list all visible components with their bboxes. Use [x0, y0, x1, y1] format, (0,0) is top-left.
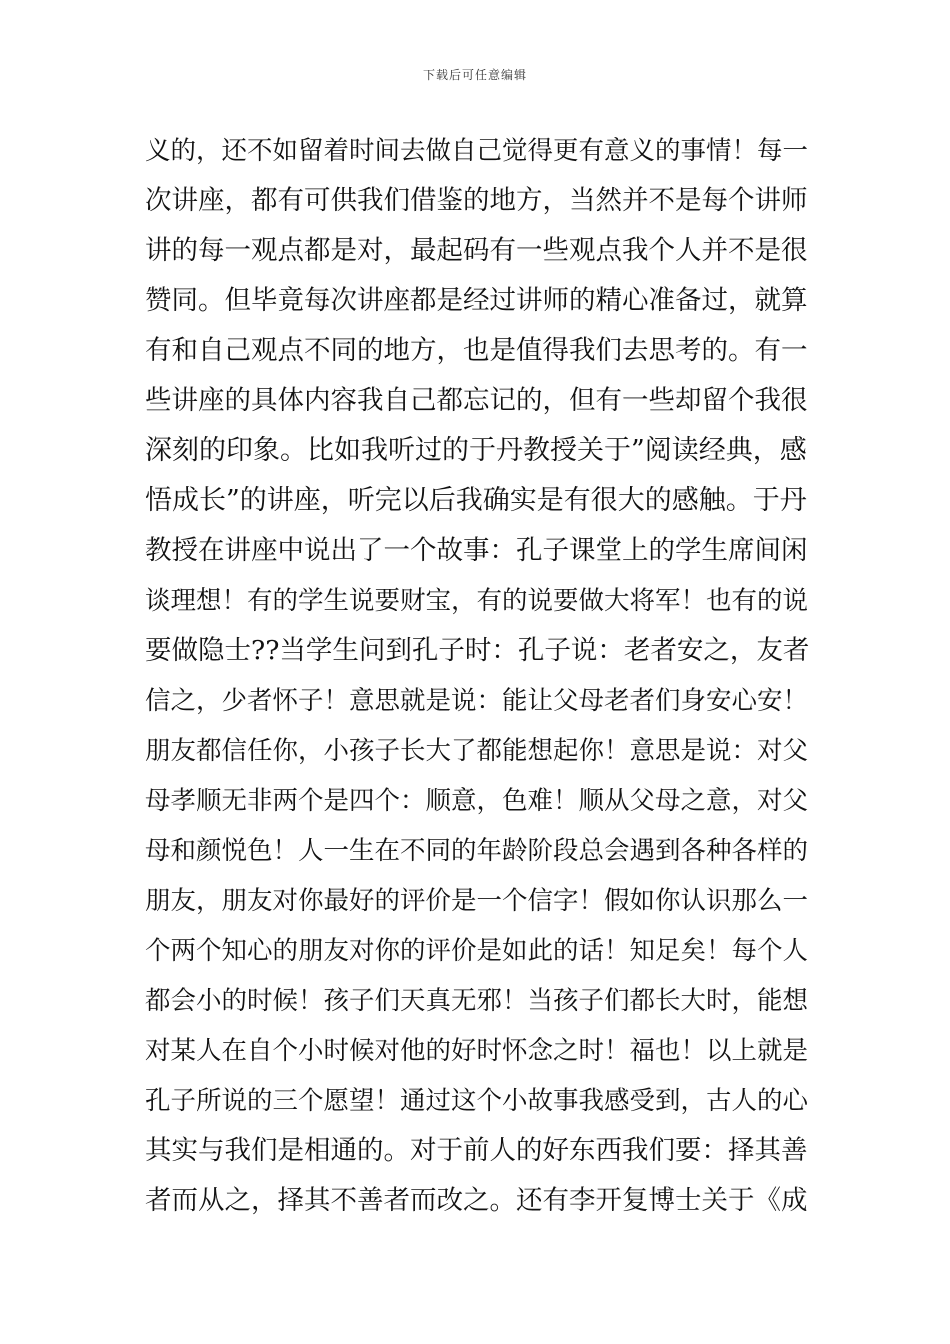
text-line: 有和自己观点不同的地方，也是值得我们去思考的。有一	[145, 335, 808, 366]
text-line: 次讲座，都有可供我们借鉴的地方，当然并不是每个讲师	[145, 185, 808, 216]
text-line: 信之，少者怀子！意思就是说：能让父母老者们身安心安！	[145, 686, 809, 716]
text-line: 谈理想！有的学生说要财宝，有的说要做大将军！也有的说	[145, 586, 809, 616]
text-line: 深刻的印象。比如我听过的于丹教授关于”阅读经典，感	[145, 435, 807, 466]
body-text	[145, 126, 815, 1226]
text-line: 义的，还不如留着时间去做自己觉得更有意义的事情！每一	[145, 136, 809, 166]
text-line: 对某人在自个小时候对他的好时怀念之时！福也！以上就是	[145, 1036, 809, 1066]
text-line: 朋友都信任你，小孩子长大了都能想起你！意思是说：对父	[145, 736, 809, 766]
text-line: 个两个知心的朋友对你的评价是如此的话！知足矣！每个人	[145, 936, 809, 966]
text-line: 朋友，朋友对你最好的评价是一个信字！假如你认识那么一	[145, 886, 809, 916]
text-line: 母孝顺无非两个是四个：顺意，色难！顺从父母之意，对父	[145, 786, 809, 816]
text-line: 都会小的时候！孩子们天真无邪！当孩子们都长大时，能想	[145, 986, 809, 1016]
text-line: 孔子所说的三个愿望！通过这个小故事我感受到，古人的心	[145, 1086, 809, 1116]
text-line: 其实与我们是相通的。对于前人的好东西我们要：择其善	[145, 1135, 808, 1166]
text-line: 些讲座的具体内容我自己都忘记的，但有一些却留个我很	[145, 385, 808, 416]
text-line: 者而从之，择其不善者而改之。还有李开复博士关于《成	[145, 1185, 808, 1216]
text-line: 教授在讲座中说出了一个故事：孔子课堂上的学生席间闲	[145, 535, 808, 566]
text-line: 悟成长”的讲座，听完以后我确实是有很大的感触。于丹	[145, 485, 807, 516]
page-header: 下载后可任意编辑	[422, 68, 527, 82]
text-line: 母和颜悦色！人一生在不同的年龄阶段总会遇到各种各样的	[145, 836, 809, 866]
text-line: 赞同。但毕竟每次讲座都是经过讲师的精心准备过，就算	[145, 285, 808, 316]
text-line: 要做隐士??当学生问到孔子时：孔子说：老者安之，友者	[145, 635, 810, 666]
text-line: 讲的每一观点都是对，最起码有一些观点我个人并不是很	[145, 235, 808, 266]
